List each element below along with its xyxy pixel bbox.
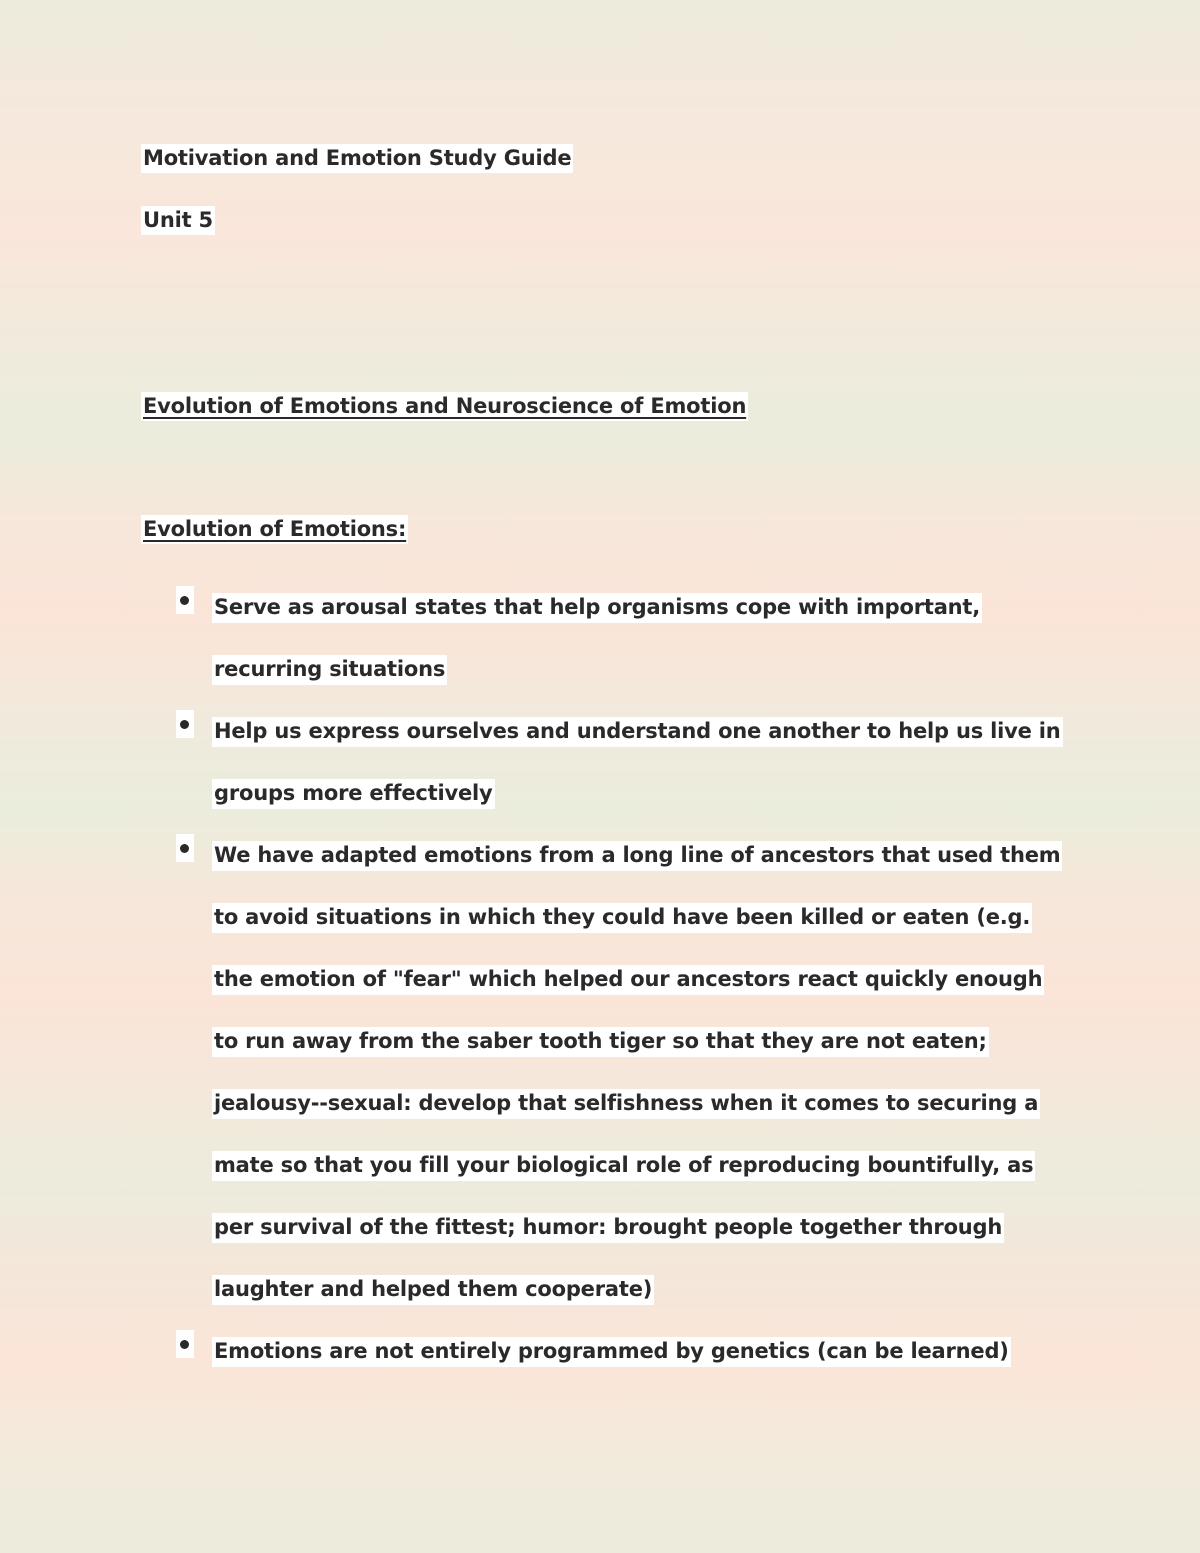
list-item-text-wrap [212, 700, 1072, 824]
document-title [141, 143, 573, 173]
list-item [176, 576, 1076, 700]
list-item [176, 700, 1076, 824]
section-heading [141, 391, 748, 421]
bullet-icon [176, 710, 194, 738]
list-item-text: Serve as arousal states that help organisms cope with important, recurring situations [212, 593, 982, 685]
subsection-heading [141, 514, 408, 544]
bullet-list [176, 576, 1076, 1382]
bullet-icon [176, 834, 194, 862]
list-item-text-wrap [212, 576, 1072, 700]
bullet-icon [176, 586, 194, 614]
list-item [176, 1320, 1076, 1382]
document-title-text: Motivation and Emotion Study Guide [141, 144, 573, 173]
unit-label-text: Unit 5 [141, 206, 215, 235]
subsection-heading-text: Evolution of Emotions: [141, 515, 408, 544]
list-item-text: Emotions are not entirely programmed by genetics (can be learned) [212, 1337, 1011, 1367]
section-heading-text: Evolution of Emotions and Neuroscience of Emotion [141, 392, 748, 421]
list-item-text-wrap [212, 824, 1072, 1320]
list-item-text: Help us express ourselves and understand one another to help us live in groups more effectively [212, 717, 1063, 809]
list-item-text: We have adapted emotions from a long line of ancestors that used them to avoid situations in which they could have been killed or eaten (e.g. the emotion of "fear" which helped our ancestors react quickly enough to run away from the saber tooth tiger so that they are not eaten; jealousy--sexual: develop that selfishness when it comes to securing a mate so that you fill your biological role of reproducing bountifully, as per survival of the fittest; humor: brought people together through laughter and helped them cooperate) [212, 841, 1062, 1305]
unit-label [141, 205, 215, 235]
list-item-text-wrap [212, 1320, 1072, 1382]
bullet-icon [176, 1330, 194, 1358]
list-item [176, 824, 1076, 1320]
